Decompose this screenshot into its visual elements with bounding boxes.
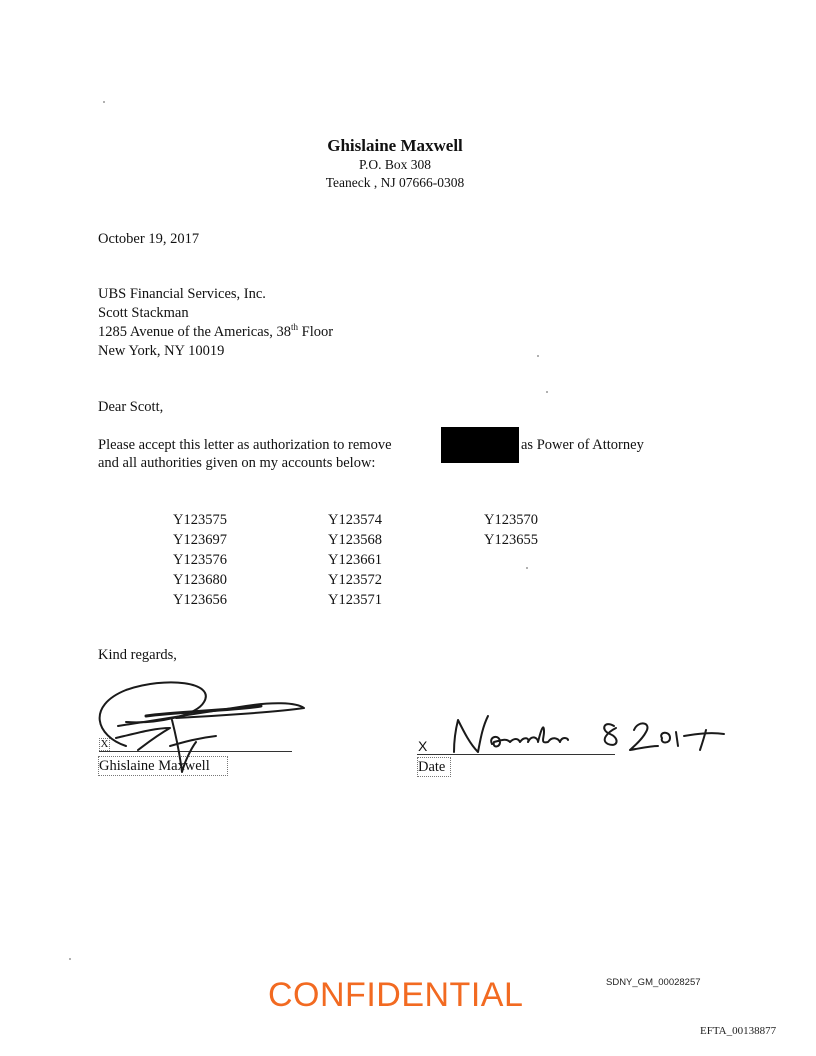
- account-number: Y123568: [328, 532, 382, 548]
- accounts-column-1: [173, 510, 227, 610]
- scan-speck: [537, 355, 539, 357]
- handwritten-date: [448, 712, 738, 762]
- salutation: Dear Scott,: [98, 399, 164, 415]
- account-number: Y123575: [173, 512, 227, 528]
- date-label: Date: [417, 757, 451, 777]
- signature-x-mark: X: [100, 738, 109, 750]
- sender-address-line1: P.O. Box 308: [358, 157, 431, 172]
- scan-speck: [526, 567, 528, 569]
- sender-address-line2: Teaneck , NJ 07666-0308: [325, 175, 465, 190]
- recipient-block: [98, 285, 333, 361]
- accounts-column-2: [328, 510, 382, 610]
- recipient-city: New York, NY 10019: [98, 343, 225, 359]
- account-number: Y123576: [173, 552, 227, 568]
- account-number: Y123571: [328, 592, 382, 608]
- account-number: Y123570: [484, 512, 538, 528]
- body-line2: and all authorities given on my accounts below:: [98, 455, 376, 471]
- redaction-box: [441, 427, 519, 463]
- scan-speck: [69, 958, 71, 960]
- recipient-street: [98, 323, 333, 342]
- efta-number: EFTA_00138877: [700, 1025, 777, 1037]
- street-text: 1285 Avenue of the Americas, 38: [98, 324, 292, 340]
- bates-number: SDNY_GM_00028257: [606, 977, 701, 988]
- date-x-mark: X: [418, 738, 428, 754]
- account-number: Y123655: [484, 532, 538, 548]
- recipient-attention: Scott Stackman: [98, 305, 189, 321]
- account-number: Y123697: [173, 532, 227, 548]
- recipient-company: UBS Financial Services, Inc.: [98, 286, 266, 302]
- handwritten-signature: [86, 676, 316, 786]
- street-superscript: th: [291, 322, 299, 333]
- letter-date: October 19, 2017: [98, 231, 200, 247]
- scan-speck: [103, 101, 105, 103]
- street-suffix: Floor: [298, 324, 334, 340]
- closing: Kind regards,: [98, 647, 177, 663]
- account-number: Y123661: [328, 552, 382, 568]
- account-number: Y123574: [328, 512, 382, 528]
- sender-name: Ghislaine Maxwell: [327, 136, 463, 155]
- body-line1-before: Please accept this letter as authorization to remove: [98, 437, 392, 453]
- confidential-stamp: CONFIDENTIAL: [268, 976, 524, 1014]
- account-number: Y123656: [173, 592, 227, 608]
- signatory-name: Ghislaine Maxwell: [98, 756, 228, 776]
- body-line1-after: as Power of Attorney: [521, 437, 644, 453]
- account-number: Y123572: [328, 572, 382, 588]
- accounts-column-3: [484, 510, 538, 550]
- scan-speck: [546, 391, 548, 393]
- account-number: Y123680: [173, 572, 227, 588]
